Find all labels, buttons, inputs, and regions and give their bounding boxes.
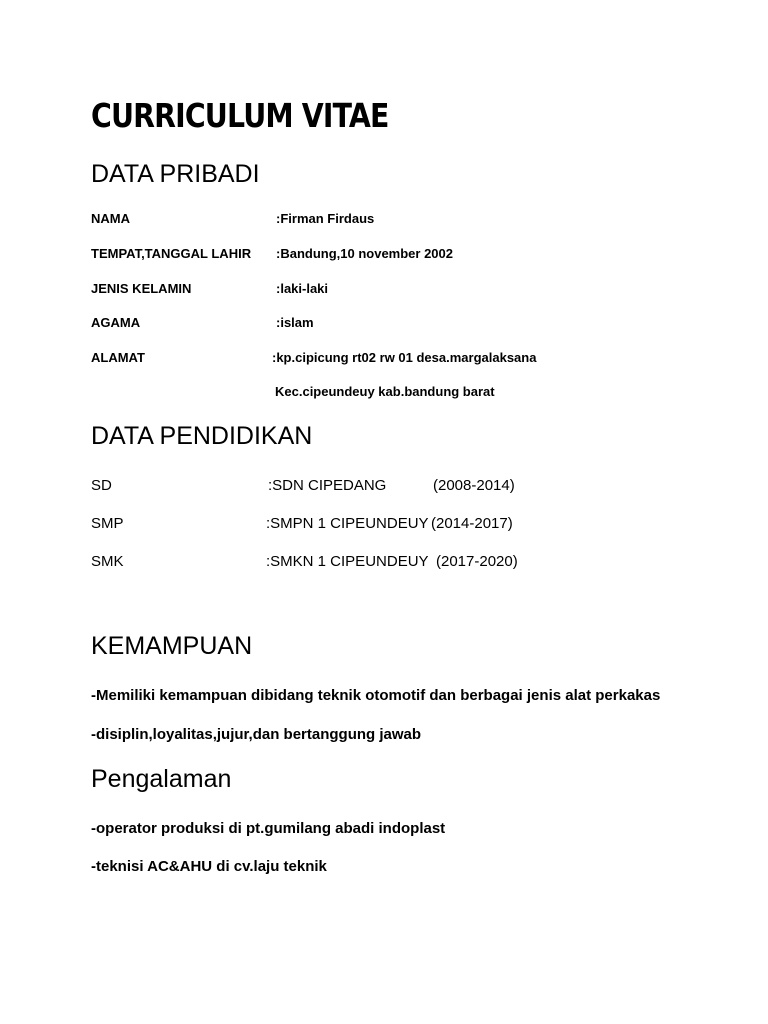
education-years-sd: (2008-2014) xyxy=(433,477,515,494)
personal-value-address-line2: Kec.cipeundeuy kab.bandung barat xyxy=(275,384,495,399)
skills-heading: KEMAMPUAN xyxy=(91,632,253,660)
education-school-smp: :SMPN 1 CIPEUNDEUY xyxy=(266,515,429,532)
personal-label-address: ALAMAT xyxy=(91,350,145,365)
personal-value-address: :kp.cipicung rt02 rw 01 desa.margalaksana xyxy=(272,350,537,365)
personal-data-heading: DATA PRIBADI xyxy=(91,160,260,188)
document-title: CURRICULUM VITAE xyxy=(91,96,389,135)
education-level-smk: SMK xyxy=(91,553,124,570)
personal-label-birth: TEMPAT,TANGGAL LAHIR xyxy=(91,246,252,261)
experience-heading: Pengalaman xyxy=(91,765,232,793)
personal-value-gender: :laki-laki xyxy=(276,281,329,296)
education-level-smp: SMP xyxy=(91,515,124,532)
education-school-smk: :SMKN 1 CIPEUNDEUY xyxy=(266,553,429,570)
education-years-smk: (2017-2020) xyxy=(436,553,518,570)
education-school-sd: :SDN CIPEDANG xyxy=(268,477,387,494)
experience-item: -operator produksi di pt.gumilang abadi indoplast xyxy=(91,820,446,837)
personal-value-birth: :Bandung,10 november 2002 xyxy=(276,246,453,261)
education-level-sd: SD xyxy=(91,477,112,494)
skills-item: -disiplin,loyalitas,jujur,dan bertanggung jawab xyxy=(91,726,422,743)
personal-value-name: :Firman Firdaus xyxy=(276,211,375,226)
education-heading: DATA PENDIDIKAN xyxy=(91,422,313,450)
personal-label-religion: AGAMA xyxy=(91,315,141,330)
education-years-smp: (2014-2017) xyxy=(431,515,513,532)
personal-label-name: NAMA xyxy=(91,211,130,226)
personal-label-gender: JENIS KELAMIN xyxy=(91,281,192,296)
personal-value-religion: :islam xyxy=(276,315,314,330)
skills-item: -Memiliki kemampuan dibidang teknik otomotif dan berbagai jenis alat perkakas xyxy=(91,687,661,704)
experience-item: -teknisi AC&AHU di cv.laju teknik xyxy=(91,858,327,875)
